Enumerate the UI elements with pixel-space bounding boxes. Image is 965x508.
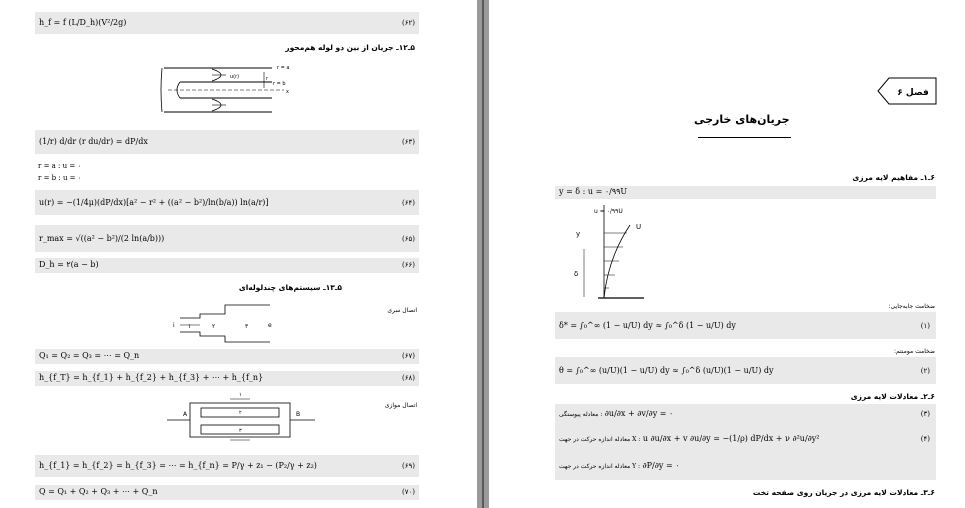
pipe-outer-end (161, 68, 162, 112)
equation-64-number: (۶۴) (402, 199, 415, 207)
equation-68-formula: h_{f_T} = h_{f_1} + h_{f_2} + h_{f_3} + ⋯ + h_{f_n} (39, 373, 264, 382)
section-2-heading: ۶ـ۲ـ معادلات لایه مرزی (850, 392, 935, 401)
equation-65 (35, 225, 419, 252)
series-pipe-bottom (180, 332, 270, 342)
label-r: r (266, 76, 269, 82)
series-exit-label: e (268, 322, 272, 329)
equation-68-number: (۶۸) (402, 374, 415, 382)
equation-68 (35, 371, 419, 386)
parallel-label: اتصال موازی (384, 402, 417, 409)
equation-70-formula: Q = Q₁ + Q₂ + Q₃ + ⋯ + Q_n (39, 487, 158, 496)
series-pipe-1-label: ۱ (188, 323, 192, 330)
equation-63-number: (۶۳) (402, 138, 415, 146)
section-pipes-heading: ۵ـ۱۳ـ سیستم‌های چندلوله‌ای (238, 283, 342, 292)
equation-1-number: (۱) (920, 322, 930, 330)
annulus-diagram (160, 58, 300, 120)
label-x: x (286, 89, 289, 95)
series-inlet-label: i (173, 322, 175, 329)
parallel-pipe-diagram (165, 390, 320, 450)
equation-1-formula: δ* = ∫₀^∞ (1 − u/U) dy ≈ ∫₀^δ (1 − u/U) dy (559, 321, 736, 330)
equation-5-formula: ∂P/∂y = ۰ (642, 461, 680, 470)
equation-65-formula: r_max = √((a² − b²)/(2 ln(a/b))) (39, 234, 165, 243)
chapter-tag (877, 77, 937, 105)
section-3-heading: ۶ـ۳ـ معادلات لایه مرزی در جریان روی صفحه تخت (752, 488, 935, 497)
equation-64 (35, 190, 419, 215)
equation-2-number: (۲) (920, 367, 930, 375)
equation-67 (35, 349, 419, 364)
equation-3-formula: ∂u/∂x + ∂v/∂y = ۰ (604, 409, 674, 418)
parallel-node-a: A (183, 411, 188, 418)
x-momentum-label: معادله اندازه حرکت در جهت X : (559, 436, 641, 443)
section-1-heading: ۶ـ۱ـ مفاهیم لایه مرزی (852, 173, 935, 182)
equation-67-formula: Q₁ = Q₂ = Q₃ = ⋯ = Q_n (39, 351, 140, 360)
series-pipe-3-label: ۳ (245, 323, 249, 330)
chapter-title-underline (698, 137, 791, 138)
equation-62-formula: h_f = f (L/D_h)(V²/2g) (39, 18, 127, 27)
bl-delta-label: δ (574, 270, 579, 278)
equation-4-number: (۴) (920, 435, 930, 443)
boundary-condition-2: r = b : u = ۰ (38, 174, 82, 182)
continuity-label: معادله پیوستگی : (559, 411, 603, 418)
left-page (0, 0, 477, 508)
equation-62 (35, 12, 419, 34)
equation-65-number: (۶۵) (402, 235, 415, 243)
boundary-layer-diagram (564, 203, 654, 301)
parallel-pipe-3-label: ۳ (239, 428, 242, 434)
equation-1 (555, 312, 936, 339)
equation-64-formula: u(r) = −(1/4μ)(dP/dx)[a² − r² + ((a² − b²)/ln(b/a)) ln(a/r)] (39, 198, 269, 207)
bl-u-label: u = ۰/۹۹U (594, 208, 623, 215)
chapter-title: جریان‌های خارجی (694, 113, 790, 126)
chapter-tag-label: فصل ۶ (897, 88, 929, 98)
parallel-node-b: B (296, 411, 301, 418)
equation-66-formula: D_h = ۲(a − b) (39, 260, 99, 269)
series-label: اتصال سری (387, 307, 417, 314)
section-concentric-heading: ۵ـ۱۲ـ جریان از بین دو لوله هم‌محور (285, 43, 415, 52)
series-pipe-2-label: ۲ (212, 323, 216, 330)
parallel-pipe-1-label: ۱ (239, 392, 242, 398)
y-momentum-label: معادله اندازه حرکت در جهت Y : (559, 463, 640, 470)
series-pipe-diagram (170, 300, 280, 345)
equation-69-number: (۶۹) (402, 462, 415, 470)
equation-69-formula: h_{f_1} = h_{f_2} = h_{f_3} = ⋯ = h_{f_n} = P/γ + z₁ − (P₂/γ + z₂) (39, 461, 317, 470)
equation-3-number: (۳) (920, 410, 930, 418)
boundary-condition-1: r = a : u = ۰ (38, 162, 82, 170)
equation-63-formula: (1/r) d/dr (r du/dr) = dP/dx (39, 137, 148, 146)
equation-67-number: (۶۷) (402, 352, 415, 360)
momentum-thickness-label: ضخامت مومنتم: (894, 348, 935, 355)
equation-70-number: (۷۰) (402, 488, 415, 496)
bl-velocity-profile (604, 225, 630, 298)
equation-2-formula: θ = ∫₀^∞ (u/U)(1 − u/U) dy ≈ ∫₀^δ (u/U)(1 − u/U) dy (559, 366, 774, 375)
boundary-layer-equations (555, 404, 936, 480)
label-r-a: r = a (277, 65, 290, 71)
right-page (489, 0, 965, 508)
series-pipe-top (180, 305, 270, 318)
bl-U-label: U (636, 223, 642, 231)
equation-62-number: (۶۲) (402, 19, 415, 27)
equation-2 (555, 357, 936, 384)
parallel-pipe-2-label: ۲ (239, 410, 242, 416)
label-r-b: r = b (273, 81, 286, 87)
equation-66-number: (۶۶) (402, 261, 415, 269)
label-u-r: u(r) (230, 74, 240, 80)
equation-66 (35, 258, 419, 273)
bl-y-label: y (576, 230, 581, 238)
equation-63 (35, 130, 419, 154)
equation-69 (35, 455, 419, 477)
definition-line (555, 186, 936, 199)
equation-70 (35, 485, 419, 500)
definition-formula: y = δ : u = ۰/۹۹U (559, 187, 628, 196)
displacement-thickness-label: ضخامت جابه‌جایی: (888, 303, 935, 310)
equation-4-formula: u ∂u/∂x + v ∂u/∂y = −(1/ρ) dP/dx + ν ∂²u/∂y² (642, 434, 820, 443)
page-divider (477, 0, 489, 508)
